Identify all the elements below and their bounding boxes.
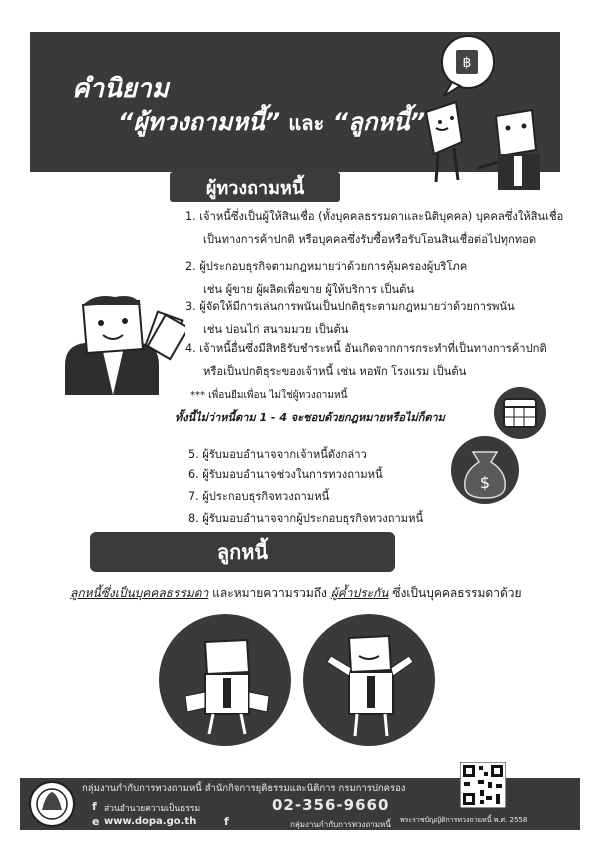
money-bag-icon <box>445 432 525 507</box>
debtor-empty-pockets-icon <box>159 614 291 746</box>
debtor-definition-guarantor: ผู้ค้ำประกัน <box>330 586 389 600</box>
friend-note: *** เพื่อนยืมเพื่อน ไม่ใช่ผู้ทวงถามหนี้ <box>190 390 348 401</box>
subtitle-collector: “ผู้ทวงถามหนี้” <box>118 108 281 136</box>
svg-text:฿: ฿ <box>462 55 472 71</box>
qr-code-icon[interactable] <box>460 762 506 808</box>
speech-bubble-icon <box>442 36 494 96</box>
facebook-icon: f <box>92 800 97 813</box>
list-item-4: 4. เจ้าหนี้อื่นซึ่งมีสิทธิรับชำระหนี้ อันเกิดจากการกระทำที่เป็นทางการค้าปกติ <box>185 342 547 355</box>
subtitle-debtor: “ลูกหนี้” <box>332 108 426 136</box>
debtor-character-icon <box>478 110 540 190</box>
footer-website[interactable]: www.dopa.go.th <box>104 816 197 827</box>
footer-org: กลุ่มงานกำกับการทวงถามหนี้ สำนักกิจการยุติธรรมและนิติการ กรมการปกครอง <box>82 783 406 794</box>
legality-note: ทั้งนี้ไม่ว่าหนี้ตาม 1 - 4 จะชอบด้วยกฎหมายหรือไม่ก็ตาม <box>175 411 445 424</box>
footer-caption-unit: กลุ่มงานกำกับการทวงถามหนี้ <box>290 820 391 829</box>
list-item-1-cont: เป็นทางการค้าปกติ หรือบุคคลซึ่งรับซื้อหรือรับโอนสินเชื่อต่อไปทุกทอด <box>203 233 537 246</box>
list-item-1: 1. เจ้าหนี้ซึ่งเป็นผู้ให้สินเชื่อ (ทั้งบุคคลธรรมดาและนิติบุคคล) บุคคลซึ่งให้สินเชื่อ <box>185 210 564 223</box>
collector-character-icon <box>426 102 462 182</box>
collector-money-illustration <box>55 295 185 395</box>
facebook-icon-2: f <box>224 815 229 828</box>
list-item-3: 3. ผู้จัดให้มีการเล่นการพนันเป็นปกติธุระตามกฎหมายว่าด้วยการพนัน <box>185 300 515 313</box>
list-item-2-cont: เช่น ผู้ขาย ผู้ผลิตเพื่อขาย ผู้ให้บริการ เป็นต้น <box>203 283 415 296</box>
list-item-8: 8. ผู้รับมอบอำนาจจากผู้ประกอบธุรกิจทวงถามหนี้ <box>188 512 424 525</box>
svg-text:$: $ <box>479 473 491 492</box>
list-item-6: 6. ผู้รับมอบอำนาจช่วงในการทวงถามหนี้ <box>188 468 383 481</box>
debtor-definition <box>70 584 522 603</box>
list-item-3-cont: เช่น บ่อนไก่ สนามมวย เป็นต้น <box>203 323 349 336</box>
list-item-7: 7. ผู้ประกอบธุรกิจทวงถามหนี้ <box>188 490 330 503</box>
debtor-definition-join: และหมายความรวมถึง <box>208 586 331 600</box>
debtor-illustration <box>155 612 445 752</box>
guarantor-icon <box>303 614 435 746</box>
collector-heading: ผู้ทวงถามหนี้ <box>170 172 340 202</box>
page-title: คำนิยาม <box>72 74 169 104</box>
list-item-4-cont: หรือเป็นปกติธุระของเจ้าหนี้ เช่น หอพัก โรงแรม เป็นต้น <box>203 365 467 378</box>
page-subtitle <box>118 102 425 141</box>
banner-illustration <box>400 30 570 195</box>
dopa-seal-icon <box>28 780 76 828</box>
footer-phone[interactable]: 02-356-9660 <box>272 796 390 814</box>
list-item-5: 5. ผู้รับมอบอำนาจจากเจ้าหนี้ดังกล่าว <box>188 448 367 461</box>
debtor-definition-person: ลูกหนี้ซึ่งเป็นบุคคลธรรมดา <box>70 586 209 600</box>
list-item-2: 2. ผู้ประกอบธุรกิจตามกฎหมายว่าด้วยการคุ้มครองผู้บริโภค <box>185 260 468 273</box>
debtor-heading: ลูกหนี้ <box>90 532 395 572</box>
subtitle-and: และ <box>288 111 325 135</box>
web-icon: e <box>92 815 100 828</box>
footer-caption-act: พระราชบัญญัติการทวงถามหนี้ พ.ศ. 2558 <box>400 816 528 824</box>
debtor-definition-end: ซึ่งเป็นบุคคลธรรมดาด้วย <box>388 586 522 600</box>
footer-facebook[interactable]: ส่วนอำนวยความเป็นธรรม <box>104 804 201 814</box>
